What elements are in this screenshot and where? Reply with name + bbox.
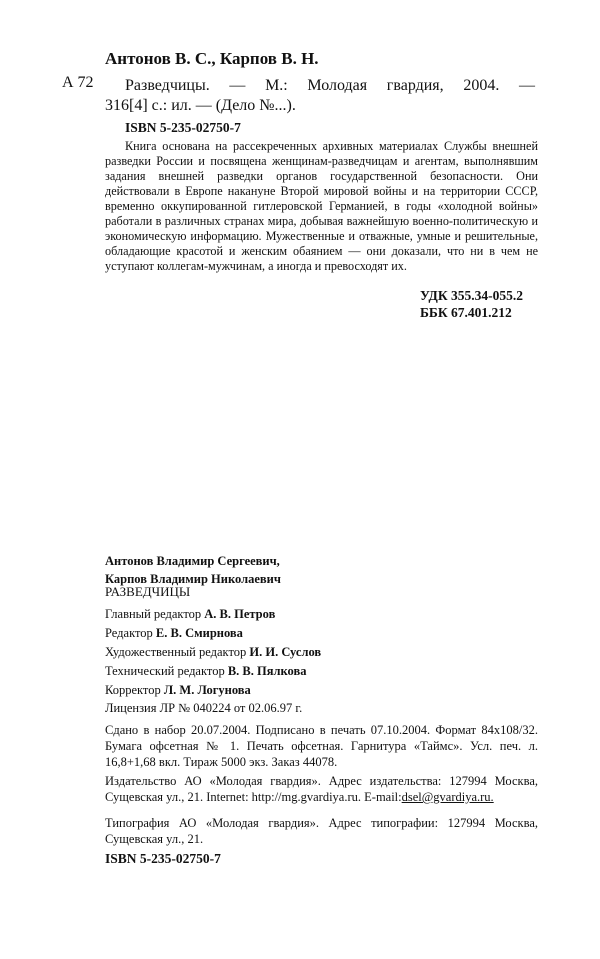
publisher-text: Издательство АО «Молодая гвардия». Адрес издательства: 127994 Москва, Сущевская ул., 21. Internet: http://mg.gvardiya.ru. E-mail: xyxy=(105,774,538,804)
publisher-email-link[interactable]: dsel@gvardiya.ru. xyxy=(401,790,494,804)
print-info: Сдано в набор 20.07.2004. Подписано в печать 07.10.2004. Формат 84x108/32. Бумага офсетная № 1. Печать офсетная. Гарнитура «Таймс». Усл. печ. л. 16,8+1,68 вкл. Тираж 5000 экз. Заказ 44078. xyxy=(105,723,538,769)
classification-codes xyxy=(420,287,523,321)
publisher-info xyxy=(105,773,538,805)
staff-name: Е. В. Смирнова xyxy=(155,626,243,640)
isbn-top: ISBN 5-235-02750-7 xyxy=(125,120,241,135)
imprint-author-2: Карпов Владимир Николаевич xyxy=(105,572,281,586)
staff-row xyxy=(105,605,321,624)
staff-role: Технический редактор xyxy=(105,664,225,678)
staff-name: Л. М. Логунова xyxy=(163,683,251,697)
staff-row xyxy=(105,681,321,700)
staff-name: А. В. Петров xyxy=(204,607,276,621)
staff-name: В. В. Пялкова xyxy=(227,664,307,678)
staff-role: Редактор xyxy=(105,626,153,640)
staff-row xyxy=(105,624,321,643)
isbn-bottom: ISBN 5-235-02750-7 xyxy=(105,851,221,866)
udk-code: УДК 355.34-055.2 xyxy=(420,288,523,303)
staff-role: Корректор xyxy=(105,683,161,697)
staff-role: Главный редактор xyxy=(105,607,202,621)
bibliographic-line-1: Разведчицы. — М.: Молодая гвардия, 2004. — xyxy=(125,77,535,94)
license: Лицензия ЛР № 040224 от 02.06.97 г. xyxy=(105,701,303,715)
bbk-code: ББК 67.401.212 xyxy=(420,305,512,320)
bibliographic-line-2: 316[4] с.: ил. — (Дело №...). xyxy=(105,97,296,114)
staff-name: И. И. Суслов xyxy=(249,645,322,659)
imprint-title: РАЗВЕДЧИЦЫ xyxy=(105,584,191,599)
printer-info: Типография АО «Молодая гвардия». Адрес типографии: 127994 Москва, Сущевская ул., 21. xyxy=(105,816,538,846)
book-authors: Антонов В. С., Карпов В. Н. xyxy=(105,49,319,68)
staff-row xyxy=(105,643,321,662)
imprint-authors xyxy=(105,552,281,588)
staff-row xyxy=(105,662,321,681)
imprint-author-1: Антонов Владимир Сергеевич, xyxy=(105,554,280,568)
editorial-staff xyxy=(105,605,321,700)
annotation: Книга основана на рассекреченных архивных материалах Службы внешней разведки России и посвящена женщинам-разведчицам и агентам, выполнявшим задания внешней разведки органов государственной безопасности. Они действовали в Европе накануне Второй мировой войны и на территории СССР, временно оккупированной гитлеровской Германией, в годы «холодной войны» работали в различных странах мира, добывая важнейшую военно-политическую и экономическую информацию. Мужественные и отважные, умные и решительные, обладающие красотой и женским обаянием — они доказали, что ни в чем не уступают коллегам-мужчинам, а иногда и превосходят их. xyxy=(105,139,538,273)
classification-code: А 72 xyxy=(62,74,94,91)
staff-role: Художественный редактор xyxy=(105,645,247,659)
